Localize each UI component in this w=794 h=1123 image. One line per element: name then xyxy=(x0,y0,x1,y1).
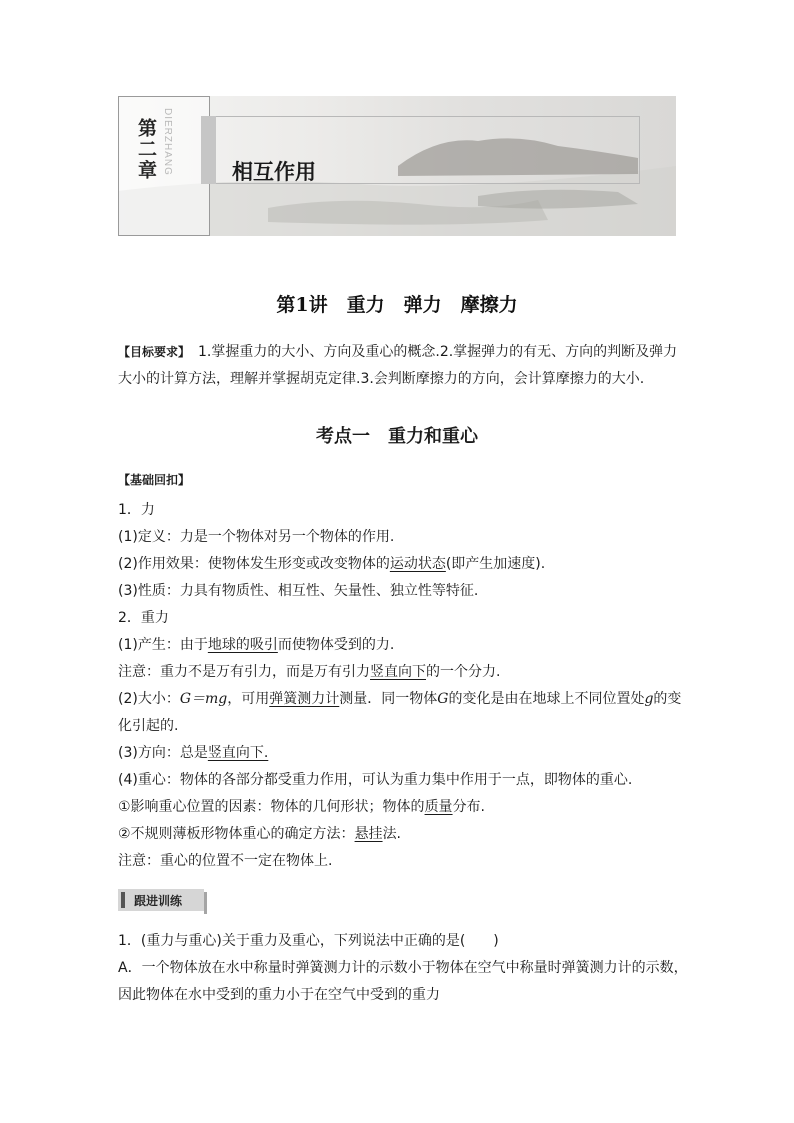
basics-tag: 【基础回扣】 xyxy=(118,473,191,487)
title-accent-bar xyxy=(201,116,216,184)
force-effect-post: (即产生加速度). xyxy=(445,556,546,572)
gravity-formula: G＝mg xyxy=(179,691,228,707)
question-option-a-line2: 因此物体在水中受到的重力小于在空气中受到的重力 xyxy=(118,987,440,1003)
method-pre: ②不规则薄板形物体重心的确定方法： xyxy=(118,826,355,842)
goal-tag: 【目标要求】 xyxy=(118,345,185,359)
gravity-note-2: 注意：重心的位置不一定在物体上. xyxy=(118,853,333,869)
force-definition: (1)定义：力是一个物体对另一个物体的作用. xyxy=(118,529,395,545)
lecture-title: 第1讲 重力 弹力 摩擦力 xyxy=(276,294,518,316)
gravity-center-factor xyxy=(118,796,485,816)
gravity-note-1 xyxy=(118,661,500,681)
factor-pre: ①影响重心位置的因素：物体的几何形状；物体的 xyxy=(118,799,425,815)
force-effect xyxy=(118,553,545,573)
gravity-direction-pre: (3)方向：总是 xyxy=(118,745,208,761)
gravity-note1-pre: 注意：重力不是万有引力，而是万有引力 xyxy=(118,664,370,680)
gravity-size-pre: (2)大小： xyxy=(118,691,180,707)
goal-text: 1.掌握重力的大小、方向及重心的概念.2.掌握弹力的有无、方向的判断及弹力大小的计算方法，理解并掌握胡克定律.3.会判断摩擦力的方向，会计算摩擦力的大小. xyxy=(118,344,678,387)
force-effect-underline: 运动状态 xyxy=(389,556,446,572)
gravity-size-mid: ，可用 xyxy=(227,691,270,707)
gravity-size-continuation: 化引起的. xyxy=(118,718,179,734)
gravity-size-end: 的变 xyxy=(653,691,682,707)
gravity-note1-underline: 竖直向下 xyxy=(370,664,426,680)
gravity-heading: 2．重力 xyxy=(118,610,169,626)
gravity-size-mid3: 的变化是由在地球上不同位置处 xyxy=(448,691,645,707)
gravity-origin xyxy=(118,634,394,654)
practice-tab-label: 跟进训练 xyxy=(134,894,183,908)
method-underline: 悬挂 xyxy=(354,826,383,842)
gravity-origin-underline: 地球的吸引 xyxy=(207,637,278,653)
force-effect-pre: (2)作用效果：使物体发生形变或改变物体的 xyxy=(118,556,390,572)
gravity-size-mid2: 测量．同一物体 xyxy=(339,691,438,707)
gravity-size-underline: 弹簧测力计 xyxy=(269,691,340,707)
gravity-center: (4)重心：物体的各部分都受重力作用，可认为重力集中作用于一点，即物体的重心. xyxy=(118,772,633,788)
gravity-direction-underline: 竖直向下. xyxy=(207,745,269,761)
goal-paragraph xyxy=(118,339,678,393)
gravity-size xyxy=(118,688,681,708)
factor-underline: 质量 xyxy=(424,799,453,815)
key-point-title: 考点一 重力和重心 xyxy=(316,426,478,447)
factor-post: 分布. xyxy=(452,799,486,815)
chapter-title: 相互作用 xyxy=(232,160,316,184)
gravity-origin-post: 而使物体受到的力. xyxy=(277,637,395,653)
gravity-symbol-g: g xyxy=(644,691,654,707)
question-option-a-line1: A．一个物体放在水中称量时弹簧测力计的示数小于物体在空气中称量时弹簧测力计的示数， xyxy=(118,960,688,976)
gravity-symbol-G: G xyxy=(437,691,449,707)
gravity-note1-post: 的一个分力. xyxy=(426,664,501,680)
question-stem: 1．(重力与重心)关于重力及重心，下列说法中正确的是( ) xyxy=(118,933,499,949)
force-heading: 1．力 xyxy=(118,502,155,518)
chapter-pinyin: DIERZHANG xyxy=(162,108,173,176)
gravity-direction xyxy=(118,742,268,762)
gravity-origin-pre: (1)产生：由于 xyxy=(118,637,208,653)
practice-tab-shadow xyxy=(204,892,207,914)
method-post: 法. xyxy=(382,826,402,842)
gravity-center-method xyxy=(118,823,401,843)
practice-tab-marker xyxy=(121,892,125,908)
force-nature: (3)性质：力具有物质性、相互性、矢量性、独立性等特征. xyxy=(118,583,479,599)
chapter-number: 第二章 xyxy=(135,118,157,181)
